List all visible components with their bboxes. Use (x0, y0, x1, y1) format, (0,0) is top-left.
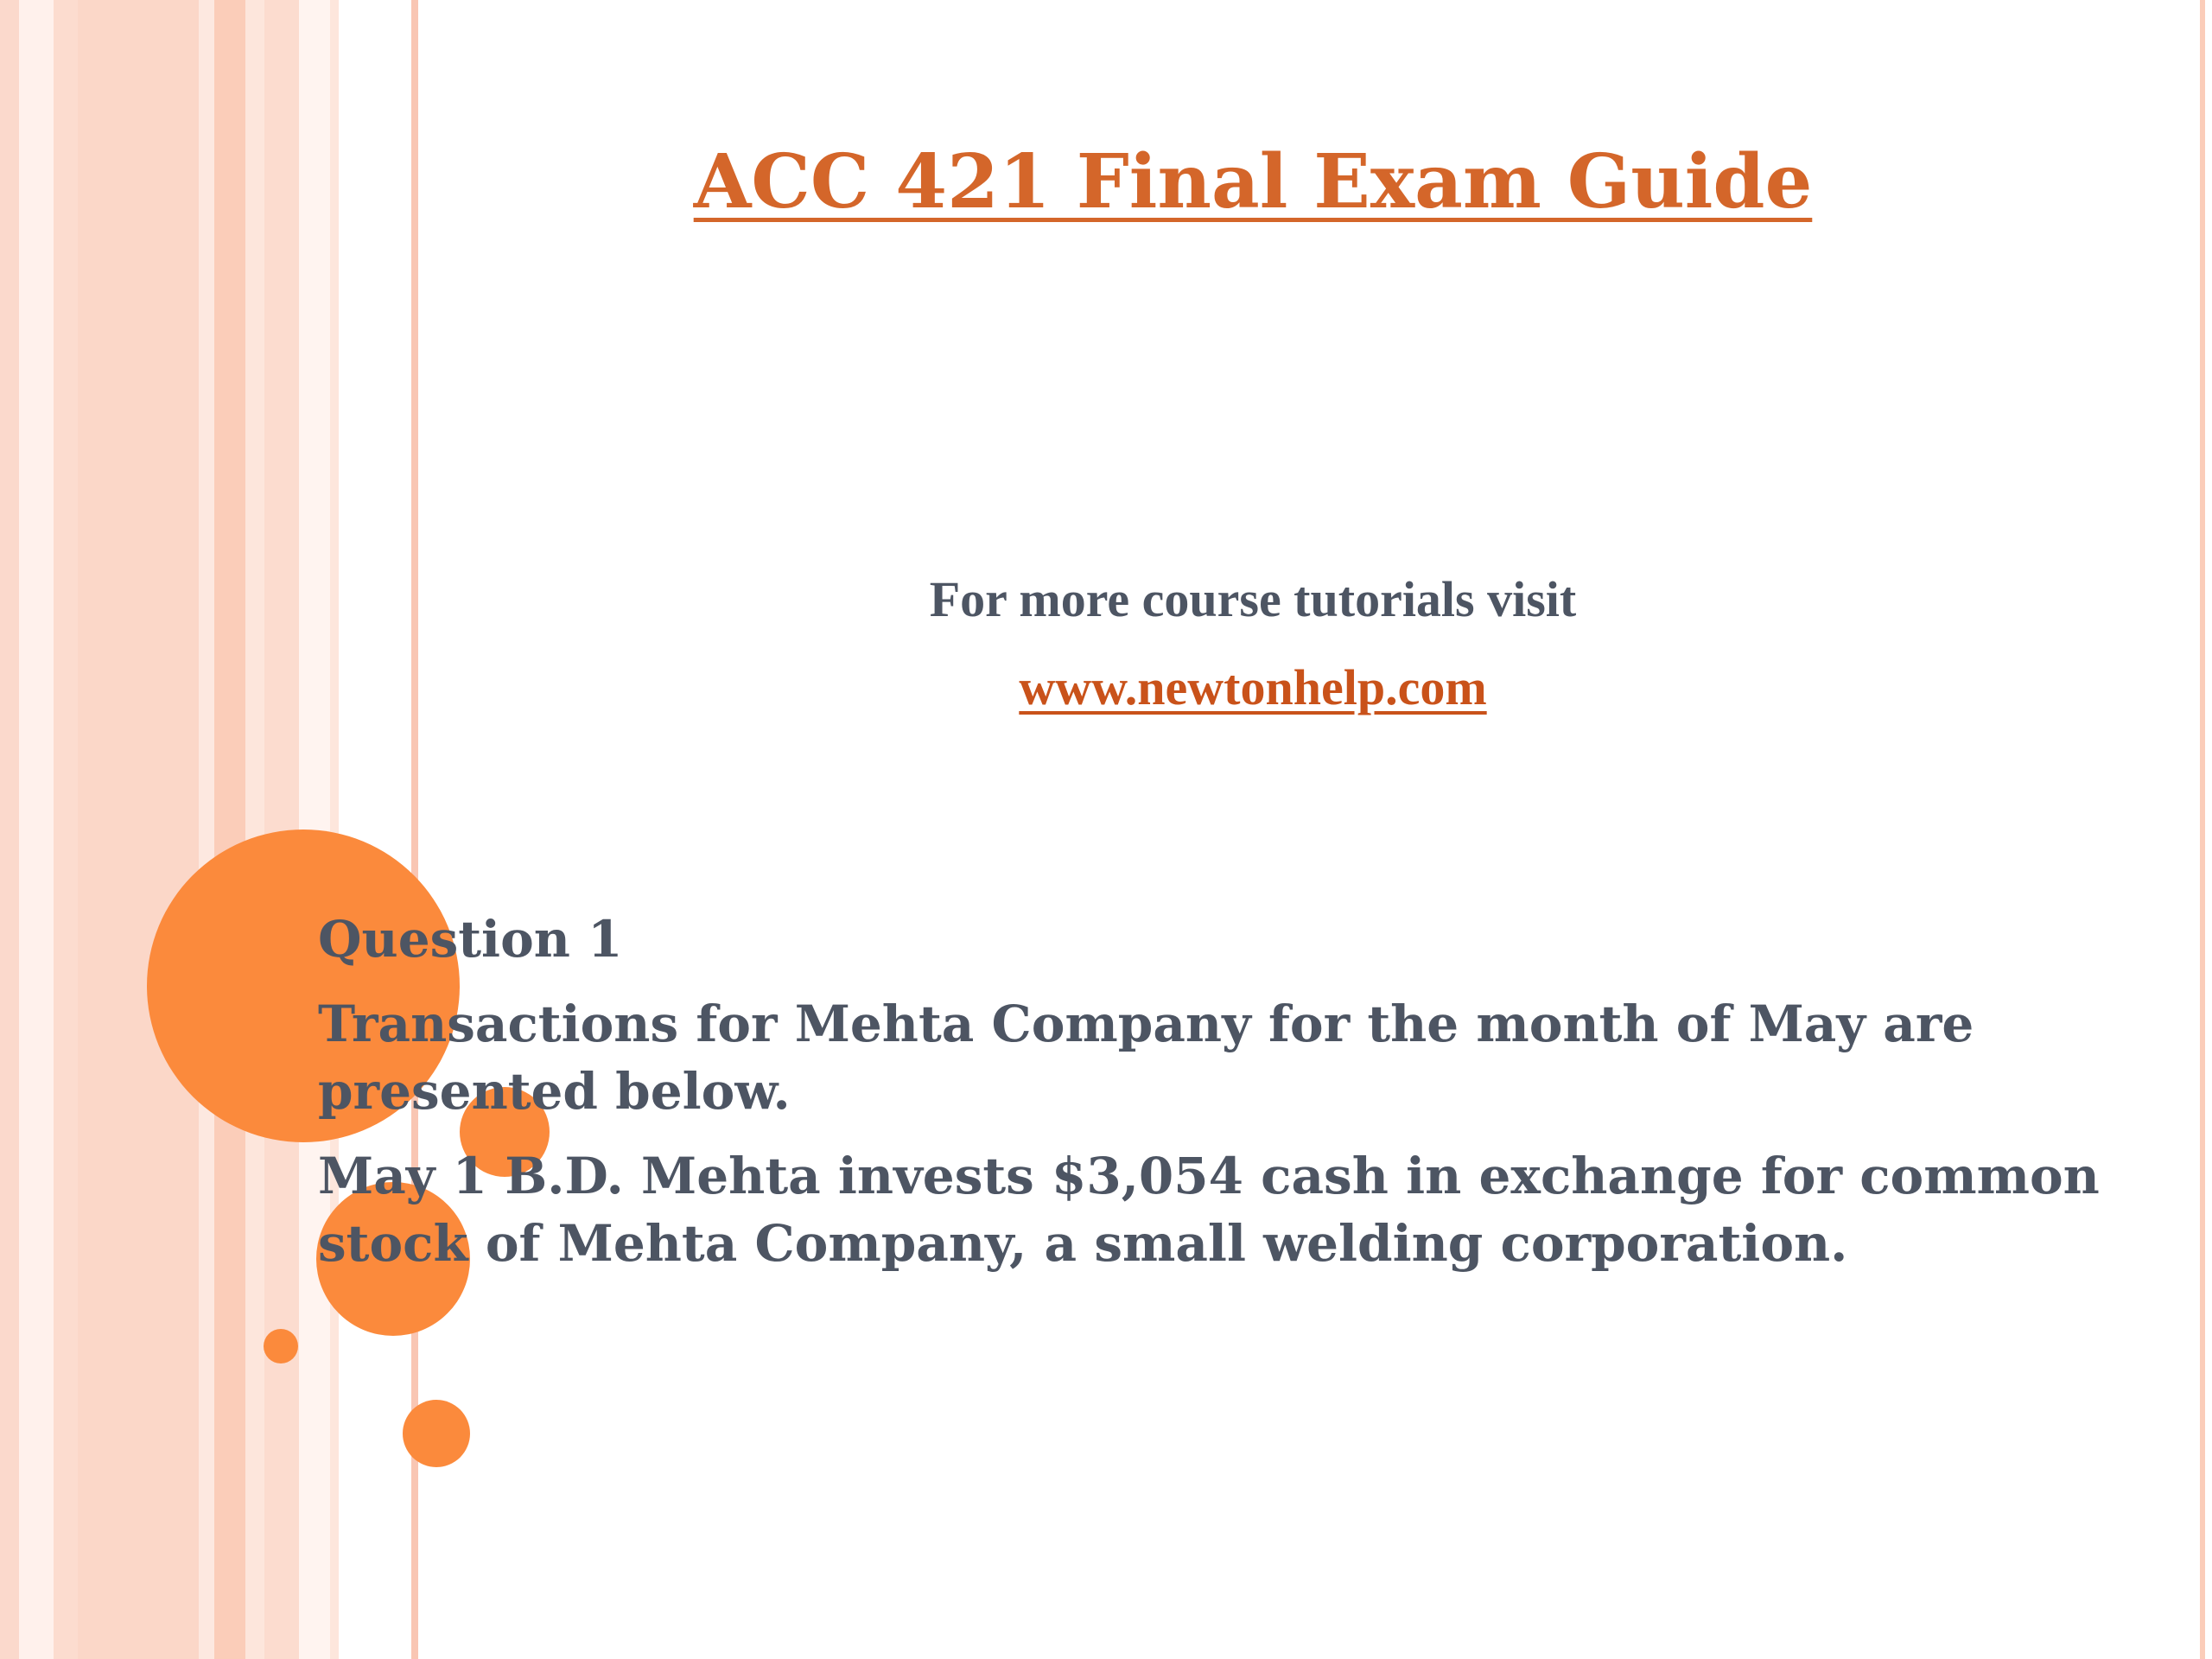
decorative-circle-small (403, 1400, 470, 1467)
page-title: ACC 421 Final Exam Guide (693, 138, 1813, 226)
question-paragraph: May 1 B.D. Mehta invests $3,054 cash in exchange for common stock of Mehta Company, a small welding corporation. (318, 1147, 2100, 1273)
visit-text: For more course tutorials visit (929, 571, 1577, 627)
decorative-stripe (0, 0, 19, 1659)
decorative-stripe (245, 0, 264, 1659)
question-body (318, 906, 2133, 1294)
question-paragraph: Transactions for Mehta Company for the month of May are presented below. (318, 995, 1974, 1121)
question-heading: Question 1 (318, 910, 623, 969)
decorative-stripe (19, 0, 54, 1659)
decorative-stripe (214, 0, 245, 1659)
decorative-stripe (54, 0, 78, 1659)
decorative-stripe (78, 0, 199, 1659)
decorative-stripe-right (2200, 0, 2205, 1659)
decorative-circle-small (264, 1329, 298, 1363)
decorative-stripe (199, 0, 214, 1659)
decorative-stripe (330, 0, 339, 1659)
website-link[interactable]: www.newtonhelp.com (1019, 659, 1487, 715)
